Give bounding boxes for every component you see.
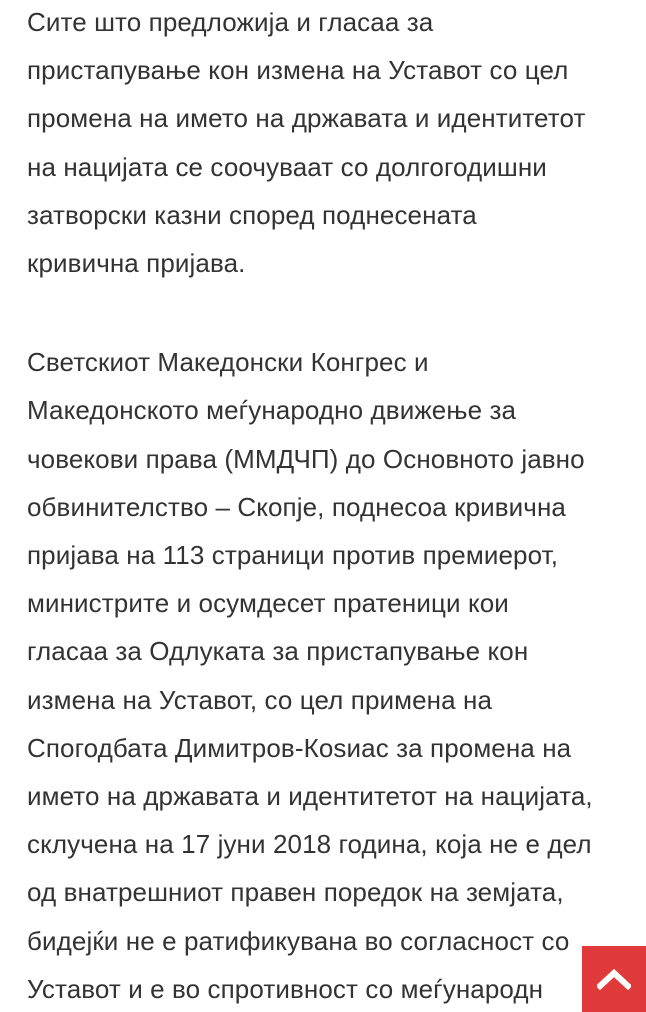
paragraph-line: затворски казни според поднесената xyxy=(27,199,477,230)
paragraph-line: пристапување кон измена на Уставот со цел xyxy=(27,55,569,86)
paragraph-line: Спогодбата Димитров-Коѕиас за промена на xyxy=(27,732,572,763)
paragraph-line: човекови права (ММДЧП) до Основното јавно xyxy=(27,443,585,474)
paragraph-line: обвинителство – Скопје, поднесоа кривична xyxy=(27,491,566,522)
paragraph-line: кривична пријава. xyxy=(27,248,246,279)
paragraph-line: промена на името на државата и идентитетот xyxy=(27,103,586,134)
paragraph-line: Светскиот Македонски Конгрес и xyxy=(27,347,429,378)
paragraph-line: Уставот и е во спротивност со меѓународн xyxy=(27,973,544,1004)
paragraph-line: склучена на 17 јуни 2018 година, која не е дел xyxy=(27,829,592,860)
paragraph-line: Сите што предложија и гласаа за xyxy=(27,7,434,37)
paragraph-line: гласаа за Одлуката за пристапување кон xyxy=(27,636,529,667)
paragraph-line: од внатрешниот правен поредок на земјата, xyxy=(27,877,564,908)
paragraph-line: пријава на 113 страници против премиерот, xyxy=(27,540,559,571)
paragraph-line: името на државата и идентитетот на нацијата, xyxy=(27,781,593,812)
scroll-to-top-button[interactable] xyxy=(582,946,646,1012)
paragraph-line: министрите и осумдесет пратеници кои xyxy=(27,588,509,619)
paragraph-line: бидејќи не е ратификувана во согласност со xyxy=(27,925,570,956)
paragraph-line: измена на Уставот, со цел примена на xyxy=(27,684,493,715)
article-paragraph xyxy=(27,0,639,287)
paragraph-line: на нацијата се соочуваат со долгогодишни xyxy=(27,151,547,182)
chevron-up-icon xyxy=(597,968,631,990)
article-body xyxy=(27,0,639,1012)
article-paragraph xyxy=(27,338,639,1012)
paragraph-line: Македонското меѓународно движење за xyxy=(27,395,517,426)
